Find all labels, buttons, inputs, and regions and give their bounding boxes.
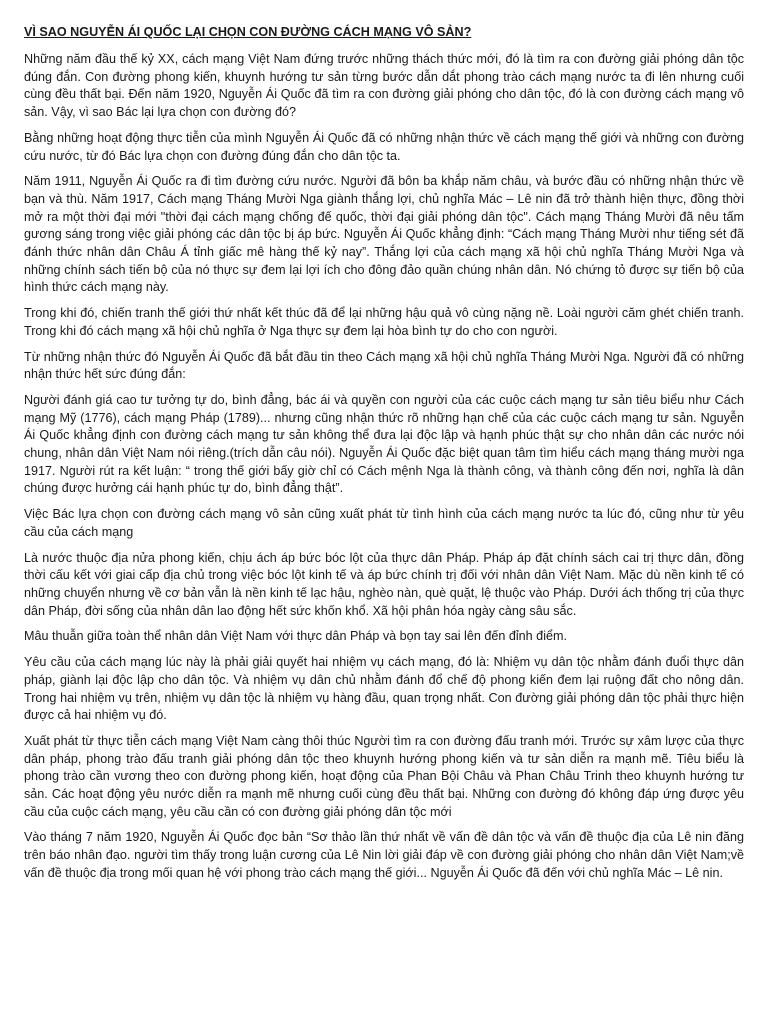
- paragraph: Việc Bác lựa chọn con đường cách mạng vô sản cũng xuất phát từ tình hình của cách mạng nước ta lúc đó, cũng như từ yêu cầu của cách mạng: [24, 507, 744, 539]
- paragraph: Trong khi đó, chiến tranh thế giới thứ nhất kết thúc đã để lại những hậu quả vô cùng nặng nề. Loài người căm ghét chiến tranh. Trong khi đó cách mạng xã hội chủ nghĩa ở Nga thực sự đem lại hòa bình tự do cho con người.: [24, 306, 744, 338]
- paragraph: Là nước thuộc địa nửa phong kiến, chịu ách áp bức bóc lột của thực dân Pháp. Pháp áp đặt chính sách cai trị thực dân, đồng thời cấu kết với giai cấp địa chủ trong việc bóc lột kinh tế và áp bức chính trị đối với nhân dân Việt Nam. Mặc dù nền kinh tế có những chuyển nhưng về cơ bản vẫn là nền kinh tế lạc hậu, nghèo nàn, què quặt, lệ thuộc vào Pháp. Dưới ách thống trị của thực dân Pháp, đời sống của nhân dân lao động hết sức khốn khổ. Xã hội phân hóa ngày càng sâu sắc.: [24, 550, 744, 618]
- document-title: VÌ SAO NGUYỄN ÁI QUỐC LẠI CHỌN CON ĐƯỜNG CÁCH MẠNG VÔ SẢN?: [24, 25, 472, 39]
- paragraph: Vào tháng 7 năm 1920, Nguyễn Ái Quốc đọc bản “Sơ thảo lần thứ nhất về vấn đề dân tộc và vấn đề thuộc địa của Lê nin đăng trên báo nhân đạo. người tìm thấy trong luận cương của Lê Nin lời giải đáp về con đường giải phóng cho nhân dân Việt Nam;về vấn đề thuộc địa trong mối quan hệ với phong trào cách mạng thế giới... Nguyễn Ái Quốc đã đến với chủ nghĩa Mác – Lê nin.: [24, 830, 744, 880]
- paragraph: Từ những nhận thức đó Nguyễn Ái Quốc đã bắt đầu tin theo Cách mạng xã hội chủ nghĩa Tháng Mười Nga. Người đã có những nhận thức hết sức đúng đắn:: [24, 349, 744, 382]
- paragraph: Yêu cầu của cách mạng lúc này là phải giải quyết hai nhiệm vụ cách mạng, đó là: Nhiệm vụ dân tộc nhằm đánh đuổi thực dân pháp, giành lại độc lập cho dân tộc. Và nhiệm vụ dân chủ nhằm đánh đổ chế độ phong kiến đem lại ruộng đất cho nông dân. Trong hai nhiệm vụ trên, nhiệm vụ dân tộc là nhiệm vụ hàng đầu, quan trọng nhất. Con đường giải phóng dân tộc phải thực hiện được cả hai nhiệm vụ đó.: [24, 655, 744, 723]
- document-body: [24, 51, 744, 883]
- paragraph: Xuất phát từ thực tiễn cách mạng Việt Nam càng thôi thúc Người tìm ra con đường đấu tranh mới. Trước sự xâm lược của thực dân pháp, phong trào đấu tranh giải phóng dân tộc theo khuynh hướng phong kiến và tư sản diễn ra mạnh mẽ. Tiêu biểu là phong trào cần vương theo con đường phong kiến, hoạt động của Phan Bội Châu và Phan Châu Trinh theo khuynh hướng tư sản. Các hoạt động yêu nước diễn ra mạnh mẽ nhưng cuối cùng đều thất bại. Những con đường đó không đáp ứng được yêu cầu của cuộc cách mạng, yêu cầu cần có con đường giải phóng dân tộc mới: [24, 733, 744, 819]
- paragraph: Năm 1911, Nguyễn Ái Quốc ra đi tìm đường cứu nước. Người đã bôn ba khắp năm châu, và bước đầu có những nhận thức về bạn và thù. Năm 1917, Cách mạng Tháng Mười Nga giành thắng lợi, chủ nghĩa Mác – Lê nin đã trở thành hiện thực, đồng thời mở ra một thời đại mới "thời đại cách mạng chống đế quốc, thời đại giải phóng dân tộc". Cách mạng Tháng Mười đã nêu tấm gương sáng trong việc giải phóng các dân tộc bị áp bức. Nguyễn Ái Quốc khẳng định: “Cách mạng Tháng Mười như tiếng sét đã đánh thức nhân dân Châu Á tỉnh giấc mê hàng thế kỷ nay”. Thắng lợi của cách mạng xã hội chủ nghĩa Tháng Mười Nga và những chính sách tiến bộ của nó thực sự đem lại lợi ích cho đông đảo quần chúng nhân dân. Nó chứng tỏ được sự tiến bộ của hình thức cách mạng này.: [24, 174, 744, 295]
- paragraph: Mâu thuẫn giữa toàn thể nhân dân Việt Nam với thực dân Pháp và bọn tay sai lên đến đỉnh điểm.: [24, 629, 567, 644]
- paragraph: Những năm đầu thế kỷ XX, cách mạng Việt Nam đứng trước những thách thức mới, đó là tìm ra con đường giải phóng dân tộc đúng đắn. Con đường phong kiến, khuynh hướng tư sản từng bước dẫn dắt phong trào cách mạng nước ta đi lên nhưng cuối cùng đều thất bại. Đến năm 1920, Nguyễn Ái Quốc đã tìm ra con đường giải phóng cho dân tộc, đó là con đường cách mạng vô sản. Vậy, vì sao Bác lại lựa chọn con đường đó?: [24, 52, 744, 120]
- paragraph: Bằng những hoạt động thực tiễn của mình Nguyễn Ái Quốc đã có những nhận thức về cách mạng thế giới và những con đường cứu nước, từ đó Bác lựa chọn con đường đúng đắn cho dân tộc ta.: [24, 130, 744, 163]
- paragraph: Người đánh giá cao tư tưởng tự do, bình đẳng, bác ái và quyền con người của các cuộc cách mạng tư sản tiêu biểu như Cách mạng Mỹ (1776), cách mạng Pháp (1789)... nhưng cũng nhận thức rõ những hạn chế của các cuộc cách mạng tư sản. Nguyễn Ái Quốc khẳng định con đường cách mạng tư sản không thể đưa lại độc lập và hạnh phúc thật sự cho nhân dân các nước nói chung, nhân dân Việt Nam nói riêng.(trích dẫn câu nói). Nguyễn Ái Quốc đặc biệt quan tâm tìm hiểu cách mạng tháng mười nga 1917. Người rút ra kết luận: “ trong thế giới bấy giờ chỉ có Cách mệnh Nga là thành công, và thành công đến nơi, nghĩa là dân chúng được hưởng cái hạnh phúc tự do, bình đẳng thật”.: [24, 392, 744, 496]
